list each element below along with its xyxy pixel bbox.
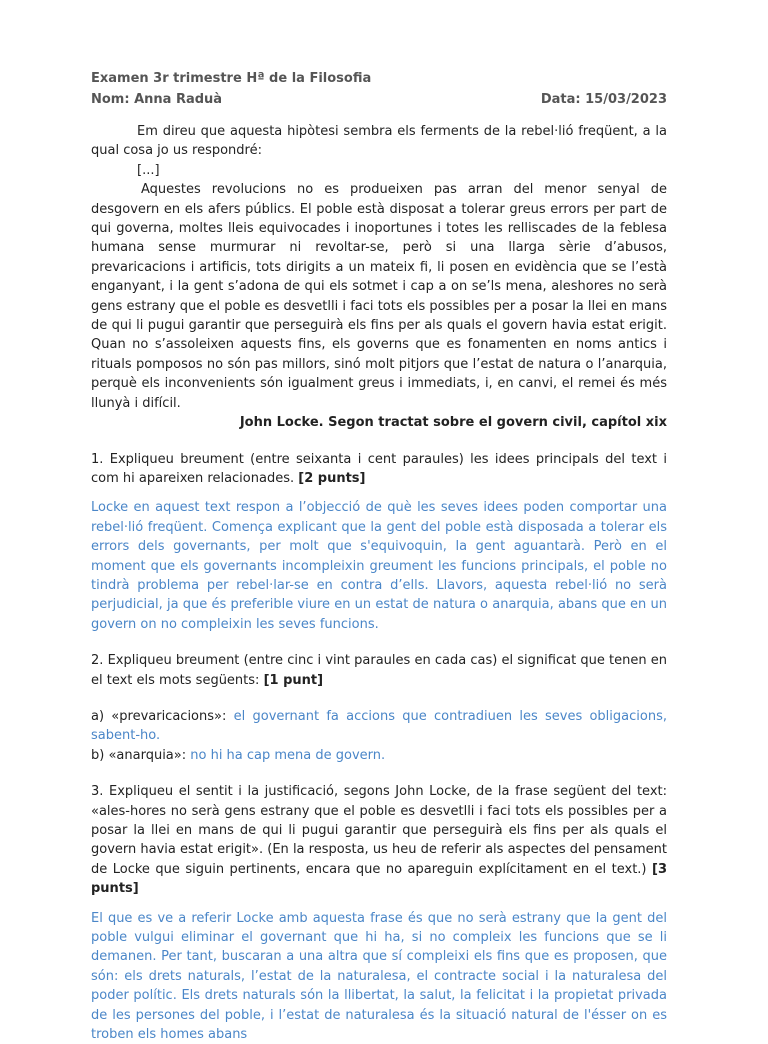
term-a-answer: el governant fa accions que contradiuen les seves obligacions, sabent-ho. [91, 708, 667, 744]
exam-title: Examen 3r trimestre Hª de la Filosofia [91, 71, 372, 86]
answer-2a [91, 707, 667, 746]
term-b-label: b) «anarquia»: [91, 747, 187, 763]
question-2 [91, 651, 667, 690]
header-row [91, 89, 667, 110]
exam-header [91, 68, 667, 110]
text-body: Aquestes revolucions no es produeixen pas arran del menor senyal de desgovern en els afers públics. El poble està disposat a tolerar greus errors per part de qui governa, moltes lleis equivocades i inoportunes i totes les relliscades de la feblesa humana sense murmurar ni revoltar-se, però si una llarga sèrie d’abusos, prevaricacions i artificis, tots dirigits a un mateix fi, li posen en evidència que se l’està enganyant, i la gent s’adona de qui els sotmet i cap a on se’ls mena, aleshores no serà gens estrany que el poble es desvetlli i faci tots els possibles per a posar la llei en mans de qui li pugui garantir que perseguirà els fins per als quals el govern havia estat erigit. Quan no s’assoleixen aquests fins, els governs que es fonamenten en noms antics i rituals pomposos no són pas millors, sinó molt pitjors que l’estat de natura o l’anarquia, perquè els inconvenients són igualment greus i immediats, i, en canvi, el remei és més llunyà i difícil. [91, 182, 667, 411]
question-2-points: [1 punt] [263, 672, 324, 688]
answer-3: El que es ve a referir Locke amb aquesta frase és que no serà estrany que la gent del poble vulgui eliminar el governant que hi ha, si no compleix les funcions que se li demanen. Per tant, buscaran a una altra que sí compleixi els fins que es proposen, que són: els drets naturals, l’estat de la naturalesa, el contracte social i la naturalesa del poder polític. Els drets naturals són la llibertat, la salut, la felicitat i la propietat privada de les persones del poble, i l’estat de naturalesa és la situació natural de l'ésser on es troben els homes abans [91, 910, 667, 1043]
student-name: Nom: Anna Raduà [91, 92, 223, 107]
text-ellipsis: [...] [137, 162, 160, 178]
question-3-points: [3 punts] [91, 861, 667, 897]
term-b-answer: no hi ha cap mena de govern. [190, 747, 386, 763]
text-intro: Em direu que aquesta hipòtesi sembra els ferments de la rebel·lió freqüent, a la qual cosa jo us respondré: [91, 124, 667, 159]
question-1 [91, 450, 667, 489]
term-a-label: a) «prevaricacions»: [91, 708, 227, 724]
question-3-text: 3. Expliqueu el sentit i la justificació, segons John Locke, de la frase següent del text: «ales-hores no serà gens estrany que el poble es desvetlli i faci tots els possibles per a posar la llei en mans de qui li pugui garantir que perseguirà els fins per als quals el govern havia estat erigit». (En la resposta, us heu de referir als aspectes del pensament de Locke que siguin pertinents, encara que no apareguin explícitament en el text.) [91, 784, 667, 877]
question-3 [91, 782, 667, 898]
answer-2b [91, 746, 667, 765]
question-1-text: 1. Expliqueu breument (entre seixanta i cent paraules) les idees principals del text i com hi apareixen relacionades. [91, 451, 667, 486]
exam-date: Data: 15/03/2023 [540, 92, 667, 107]
text-source: John Locke. Segon tractat sobre el govern civil, capítol xix [239, 415, 667, 431]
answer-1: Locke en aquest text respon a l’objecció de què les seves idees poden comportar una rebel·lió freqüent. Comença explicant que la gent del poble està disposada a tolerar els errors dels governants, per molt que s'equivoquin, la gent aguantarà. Però en el moment que els governants incompleixin greument les funcions principals, el poble no tindrà problema per rebel·lar-se en contra d’ells. Llavors, aquesta rebel·lió no serà perjudicial, ja que és preferible viure en un estat de natura o anarquia, abans que en un govern on no compleixin les seves funcions. [91, 500, 667, 632]
document-page [91, 68, 667, 1044]
question-2-text: 2. Expliqueu breument (entre cinc i vint paraules en cada cas) el significat que tenen en el text els mots següents: [91, 653, 667, 688]
question-1-points: [2 punts] [298, 470, 366, 486]
